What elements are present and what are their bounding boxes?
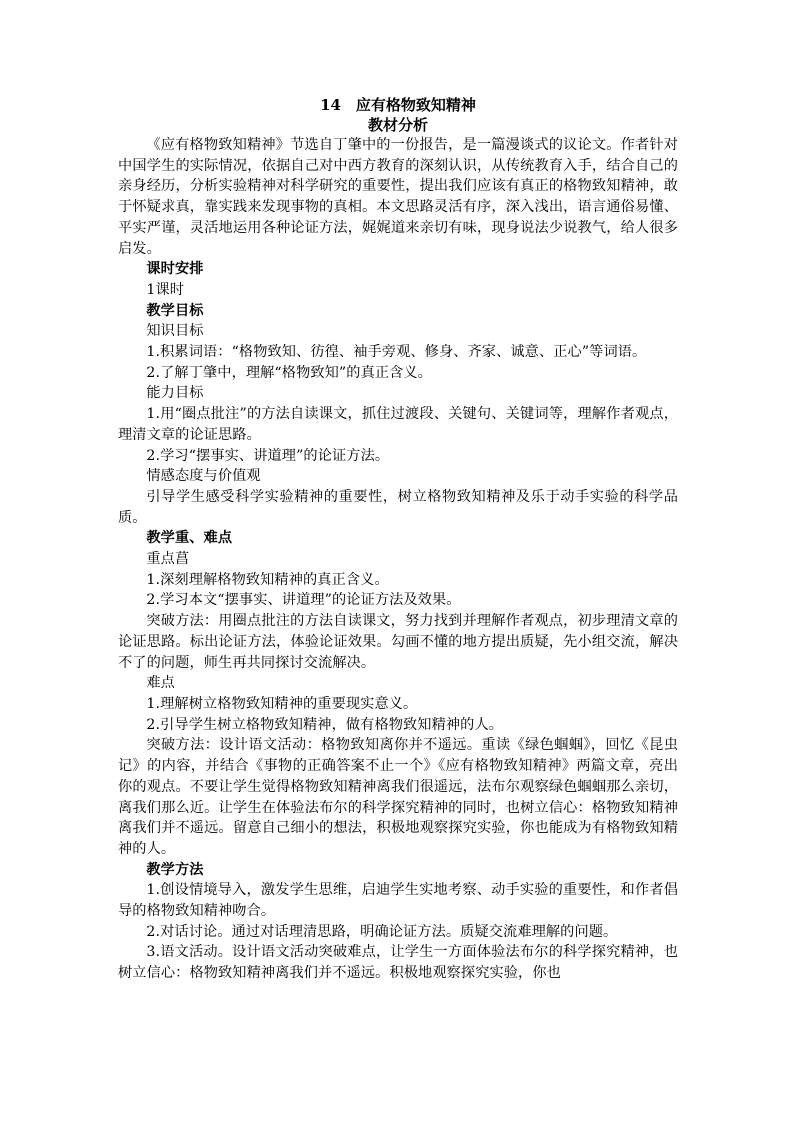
section-heading: 教学重、难点 xyxy=(146,530,233,547)
body-paragraph: 2.引导学生树立格物致知精神，做有格物致知精神的人。 xyxy=(146,716,504,733)
body-paragraph: 2.学习“摆事实、讲道理”的论证方法。 xyxy=(146,447,390,464)
body-paragraph: 1.用“圈点批注”的方法自读课文，抓住过渡段、关键句、关键词等，理解作者观点，理清文章的论证思路。 xyxy=(118,406,678,443)
body-paragraph: 1.深刻理解格物致知精神的真正含义。 xyxy=(146,571,389,588)
body-paragraph: 《应有格物致知精神》节选自丁肇中的一份报告，是一篇漫谈式的议论文。作者针对中国学生的实际情况，依据自己对中西方教育的深刻认识，从传统教育入手，结合自己的亲身经历，分析实验精神对科学研究的重要性，提出我们应该有真正的格物致知精神，敢于怀疑求真，靠实践来发现事物的真相。本文思路灵活有序，深入浅出，语言通俗易懂、平实严谨，灵活地运用各种论证方法，娓娓道来亲切有味，现身说法少说教气，给人很多启发。 xyxy=(118,137,678,257)
body-paragraph: 3.语文活动。设计语文活动突破难点，让学生一方面体验法布尔的科学探究精神，也树立信心：格物致知精神离我们并不遥远。积极地观察探究实验，你也 xyxy=(118,944,678,982)
body-paragraph: 能力目标 xyxy=(146,385,204,402)
page-title: 14 应有格物致知精神 xyxy=(320,96,476,114)
body-paragraph: 1课时 xyxy=(146,281,185,298)
section-heading: 教学方法 xyxy=(146,861,204,878)
body-paragraph: 情感态度与价值观 xyxy=(146,468,261,485)
body-paragraph: 引导学生感受科学实验精神的重要性，树立格物致知精神及乐于动手实验的科学品质。 xyxy=(118,488,678,526)
body-paragraph: 1.积累词语：“格物致知、彷徨、袖手旁观、修身、齐家、诚意、正心”等词语。 xyxy=(146,344,647,361)
body-paragraph: 突破方法：设计语文活动：格物致知离你并不遥远。重读《绿色蝈蝈》，回忆《昆虫记》的内容，并结合《事物的正确答案不止一个》《应有格物致知精神》两篇文章，亮出你的观点。不要让学生觉得格物致知精神离我们很遥远，法布尔观察绿色蝈蝈那么亲切，离我们那么近。让学生在体验法布尔的科学探究精神的同时，也树立信心：格物致知精神离我们并不遥远。留意自己细小的想法，积极地观察探究实验，你也能成为有格物致知精神的人。 xyxy=(118,737,678,857)
section-heading: 课时安排 xyxy=(146,261,204,278)
body-paragraph: 知识目标 xyxy=(146,323,204,340)
body-paragraph: 2.学习本文“摆事实、讲道理”的论证方法及效果。 xyxy=(146,592,461,609)
document-body xyxy=(118,135,678,984)
body-paragraph: 难点 xyxy=(146,675,175,692)
section-subtitle: 教材分析 xyxy=(367,116,428,134)
body-paragraph: 1.创设情境导入，激发学生思维，启迪学生实地考察、动手实验的重要性，和作者倡导的格物致知精神吻合。 xyxy=(118,882,678,920)
document-page xyxy=(118,95,678,984)
body-paragraph: 1.理解树立格物致知精神的重要现实意义。 xyxy=(146,695,418,712)
body-paragraph: 重点菖 xyxy=(146,551,190,568)
body-paragraph: 突破方法：用圈点批注的方法自读课文，努力找到并理解作者观点，初步理清文章的论证思路。标出论证方法，体验论证效果。勾画不懂的地方提出质疑，先小组交流，解决不了的问题，师生再共同探讨交流解决。 xyxy=(118,613,678,671)
section-heading: 教学目标 xyxy=(146,302,204,319)
body-paragraph: 2.了解丁肇中，理解“格物致知”的真正含义。 xyxy=(146,364,433,381)
body-paragraph: 2.对话讨论。通过对话理清思路，明确论证方法。质疑交流难理解的问题。 xyxy=(146,923,618,940)
